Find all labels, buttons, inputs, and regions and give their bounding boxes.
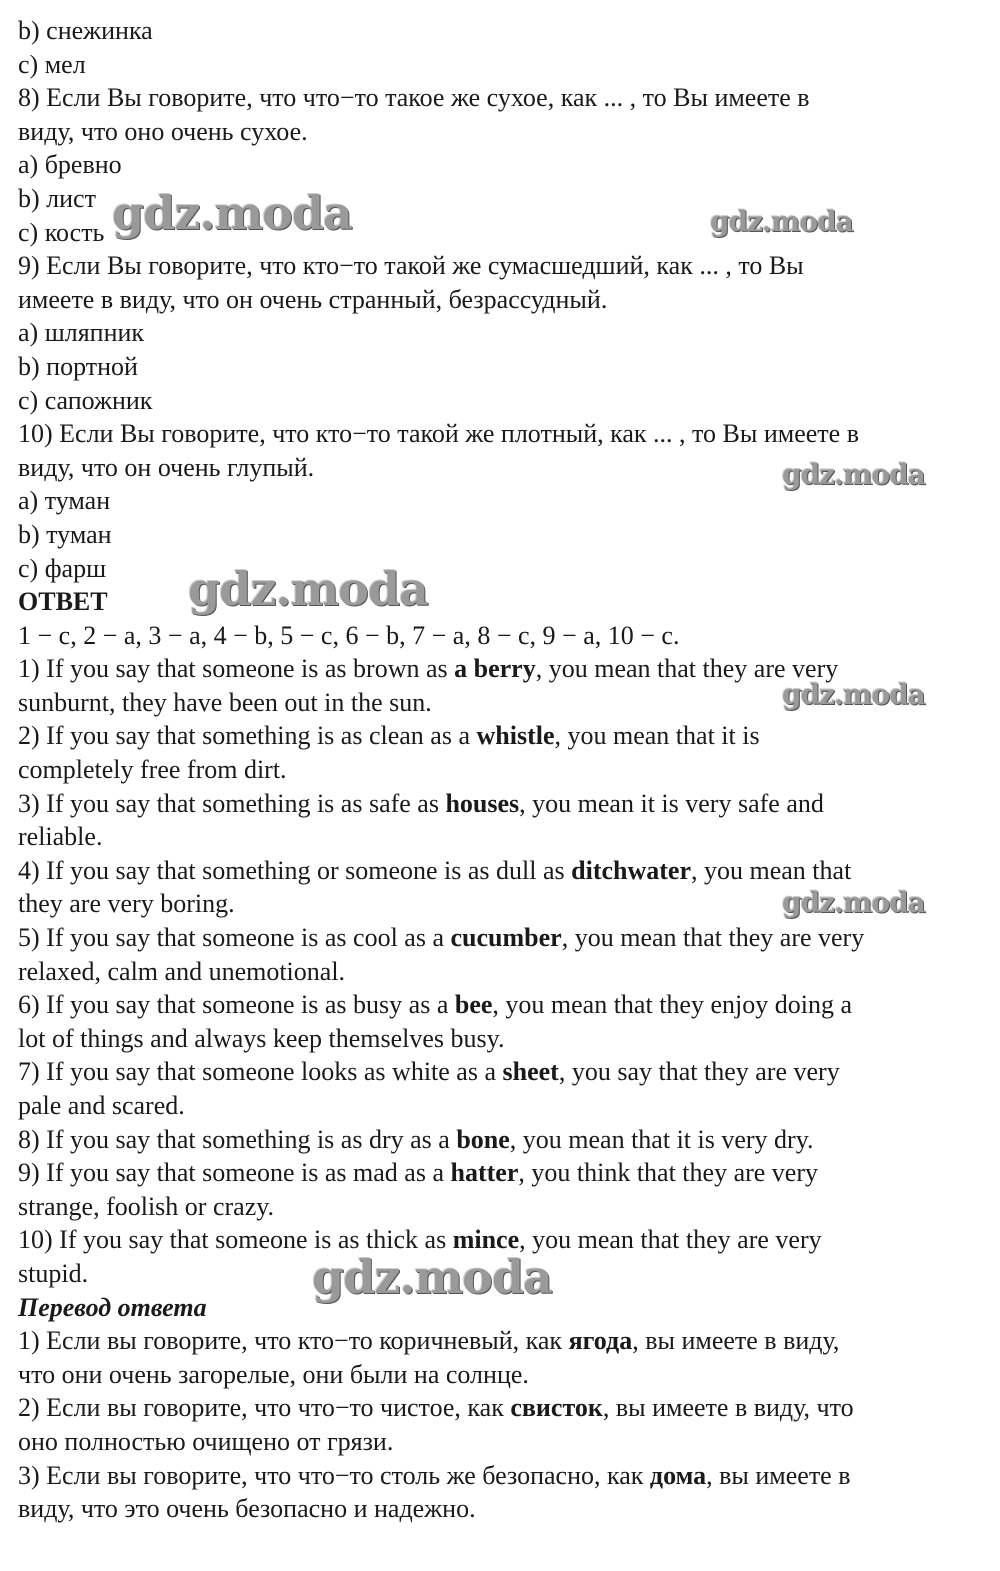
- answer-item-line: [18, 1156, 990, 1190]
- answer-keyword: bone: [456, 1124, 510, 1154]
- answer-text: , you mean that it is very dry.: [509, 1124, 814, 1154]
- watermark: gdz.moda: [112, 186, 352, 240]
- answer-text: 5) If you say that someone is as cool as a: [18, 923, 451, 953]
- answer-item-line: lot of things and always keep themselves busy.: [18, 1023, 505, 1053]
- translation-text: 2) Если вы говорите, что что−то чистое, как: [18, 1393, 511, 1423]
- answer-item-line: [18, 1123, 990, 1157]
- translation-text: , вы имеете в: [706, 1460, 851, 1490]
- answer-item-line: [18, 921, 990, 955]
- answer-item-line: sunburnt, they have been out in the sun.: [18, 687, 432, 717]
- answer-item-line: [18, 787, 990, 821]
- answer-item-line: [18, 652, 990, 686]
- task-line: b) снежинка: [18, 16, 153, 45]
- translation-text: , вы имеете в виду,: [632, 1326, 840, 1356]
- answer-text: , you mean that: [691, 855, 852, 885]
- translation-item-line: [18, 1459, 990, 1493]
- answer-keyword: houses: [445, 788, 520, 818]
- task-line: имеете в виду, что он очень странный, безрассудный.: [18, 284, 608, 314]
- translation-keyword: дома: [649, 1460, 707, 1490]
- answer-text: 3) If you say that something is as safe as: [18, 788, 446, 818]
- answer-item-line: reliable.: [18, 822, 103, 852]
- answer-text: , you mean that they are very: [535, 654, 839, 684]
- answer-text: , you mean that they are very: [561, 923, 865, 953]
- answer-item-line: [18, 854, 990, 888]
- answer-item-line: [18, 719, 990, 753]
- task-line: a) шляпник: [18, 318, 145, 348]
- watermark: gdz.moda: [782, 458, 925, 491]
- answer-keyword: bee: [454, 990, 493, 1020]
- answer-key: 1 − c, 2 − a, 3 − a, 4 − b, 5 − c, 6 − b, 7 − a, 8 − c, 9 − a, 10 − c.: [18, 620, 680, 650]
- translation-item-line: [18, 1391, 990, 1425]
- task-line: 9) Если Вы говорите, что кто−то такой же сумасшедший, как ... , то Вы: [18, 251, 804, 281]
- answer-text: 2) If you say that something is as clean as a: [18, 721, 477, 751]
- answer-keyword: hatter: [450, 1158, 519, 1188]
- answer-item-line: stupid.: [18, 1258, 89, 1288]
- answer-item-line: they are very boring.: [18, 889, 235, 919]
- task-line: b) лист: [18, 183, 96, 213]
- task-line: c) сапожник: [18, 385, 153, 415]
- answer-text: 6) If you say that someone is as busy as a: [18, 990, 455, 1020]
- answer-text: , you mean that they are very: [519, 1225, 822, 1255]
- translation-item-line: оно полностью очищено от грязи.: [18, 1426, 394, 1456]
- task-line: c) мел: [18, 49, 86, 79]
- task-line: c) фарш: [18, 553, 107, 583]
- answer-item-line: completely free from dirt.: [18, 755, 287, 785]
- watermark: gdz.moda: [782, 886, 925, 919]
- translation-keyword: свисток: [510, 1393, 603, 1423]
- answer-item-line: relaxed, calm and unemotional.: [18, 956, 346, 986]
- task-line: c) кость: [18, 217, 105, 247]
- answer-text: 9) If you say that someone is as mad as a: [18, 1158, 451, 1188]
- watermark: gdz.moda: [312, 1250, 552, 1304]
- watermark: gdz.moda: [710, 205, 853, 238]
- answer-item-line: strange, foolish or crazy.: [18, 1191, 275, 1221]
- translation-keyword: ягода: [568, 1326, 633, 1356]
- answer-keyword: a berry: [454, 654, 536, 684]
- task-line: 8) Если Вы говорите, что что−то такое же сухое, как ... , то Вы имеете в: [18, 83, 810, 113]
- answer-keyword: sheet: [502, 1057, 559, 1087]
- answer-keyword: cucumber: [450, 923, 562, 953]
- task-line: a) бревно: [18, 150, 122, 180]
- answer-text: , you say that they are very: [558, 1057, 840, 1087]
- task-line: виду, что он очень глупый.: [18, 452, 315, 482]
- answer-text: 4) If you say that something or someone is as dull as: [18, 855, 572, 885]
- answer-text: , you mean that it is: [554, 721, 760, 751]
- answer-text: , you mean that they enjoy doing a: [492, 990, 852, 1020]
- task-line: b) туман: [18, 519, 112, 549]
- answer-text: , you mean it is very safe and: [519, 788, 824, 818]
- answer-text: 7) If you say that someone looks as white as a: [18, 1057, 503, 1087]
- watermark: gdz.moda: [782, 678, 925, 711]
- translation-heading: Перевод ответа: [18, 1292, 207, 1322]
- answer-heading: ОТВЕТ: [18, 587, 108, 617]
- translation-text: , вы имеете в виду, что: [602, 1393, 854, 1423]
- answer-keyword: whistle: [476, 721, 555, 751]
- translation-text: 1) Если вы говорите, что кто−то коричневый, как: [18, 1326, 569, 1356]
- answer-text: 10) If you say that someone is as thick as: [18, 1225, 453, 1255]
- answer-text: 8) If you say that something is as dry as a: [18, 1124, 457, 1154]
- watermark: gdz.moda: [188, 562, 428, 616]
- answer-keyword: ditchwater: [571, 855, 691, 885]
- translation-item-line: [18, 1324, 990, 1358]
- answer-item-line: [18, 988, 990, 1022]
- answer-text: 1) If you say that someone is as brown as: [18, 654, 455, 684]
- translation-text: 3) Если вы говорите, что что−то столь же безопасно, как: [18, 1460, 650, 1490]
- task-line: 10) Если Вы говорите, что кто−то такой же плотный, как ... , то Вы имеете в: [18, 419, 859, 449]
- task-line: b) портной: [18, 351, 138, 381]
- answer-text: , you think that they are very: [518, 1158, 819, 1188]
- task-line: a) туман: [18, 486, 111, 516]
- answer-item-line: [18, 1223, 990, 1257]
- translation-item-line: что они очень загорелые, они были на солнце.: [18, 1359, 529, 1389]
- answer-item-line: pale and scared.: [18, 1091, 185, 1120]
- answer-item-line: [18, 1055, 990, 1089]
- answer-keyword: mince: [452, 1225, 520, 1255]
- document-page: [18, 14, 990, 1526]
- task-line: виду, что оно очень сухое.: [18, 116, 308, 146]
- translation-item-line: виду, что это очень безопасно и надежно.: [18, 1494, 476, 1524]
